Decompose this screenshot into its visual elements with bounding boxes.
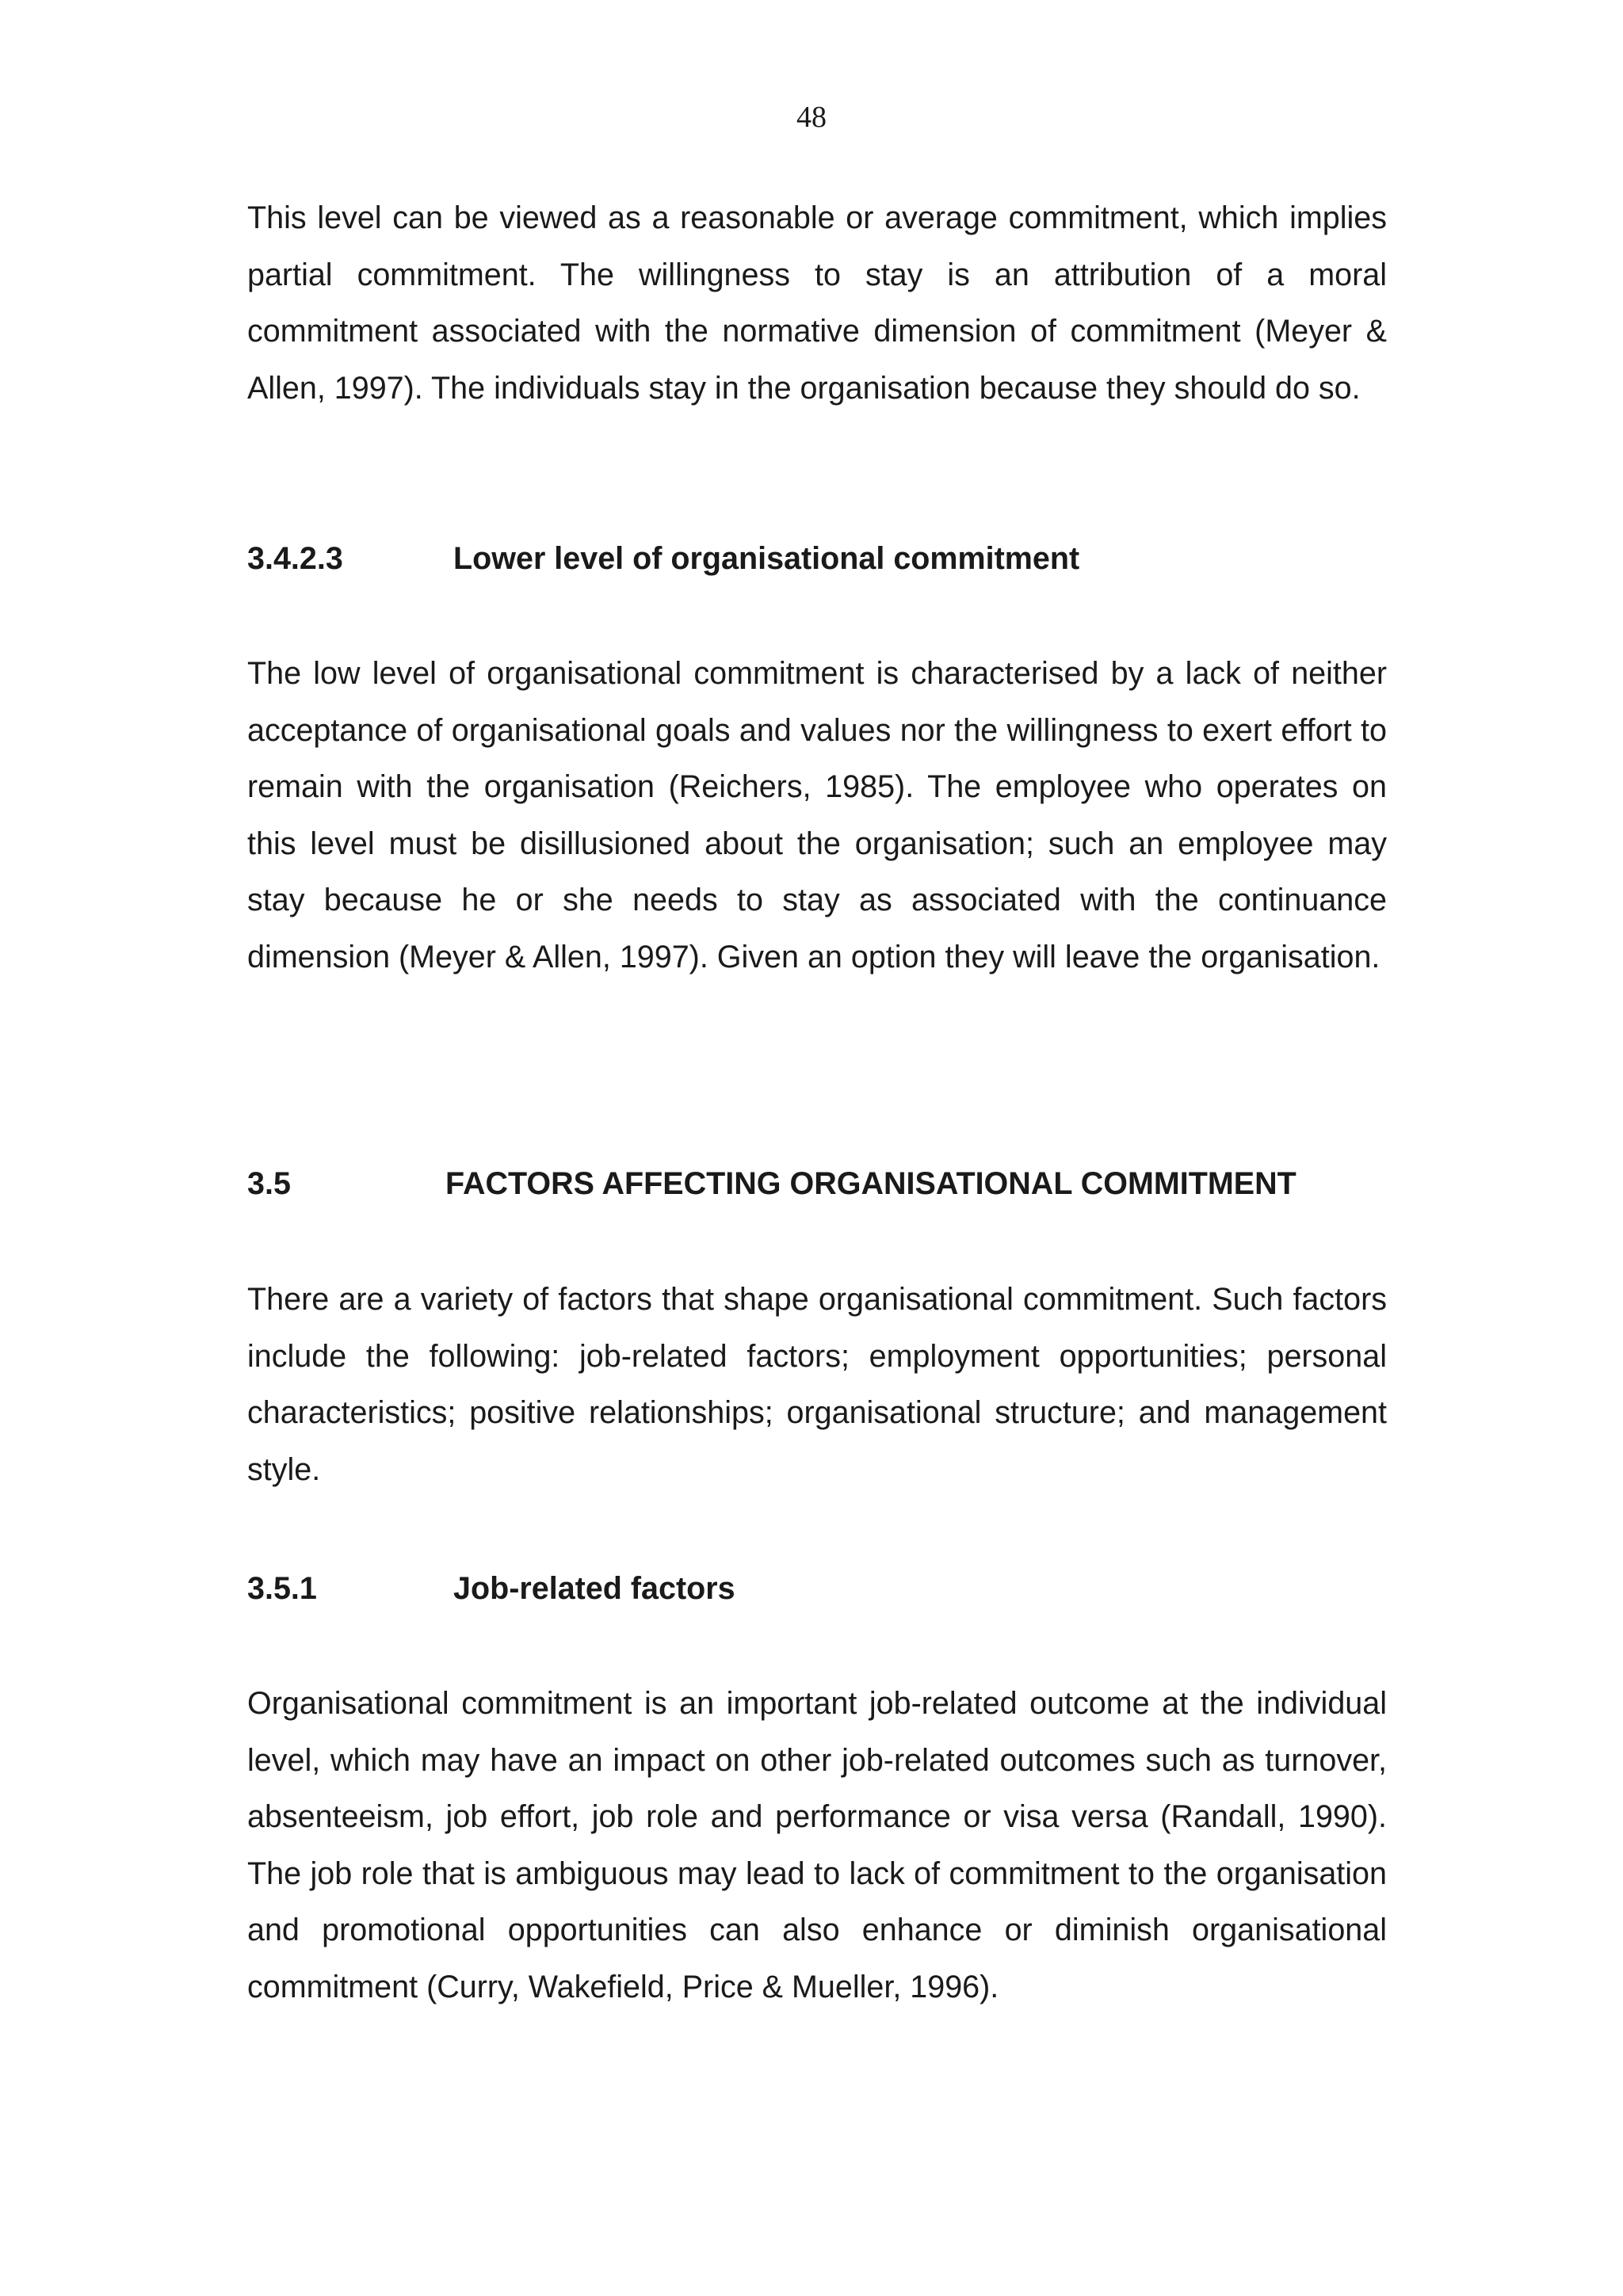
section-number: 3.5 — [247, 1166, 291, 1201]
paragraph-normative-commitment: This level can be viewed as a reasonable or average commitment, which implies partial commitment. The willingness to stay is an attribution of a moral commitment associated with the normative dimension of commitment (Meyer & Allen, 1997). The individuals stay in the organisation because they should do so. — [247, 200, 1387, 406]
section-title: FACTORS AFFECTING ORGANISATIONAL COMMITMENT — [445, 1166, 1296, 1201]
paragraph-low-commitment: The low level of organisational commitment is characterised by a lack of neither acceptance of organisational goals and values nor the willingness to exert effort to remain with the organisation (Reichers, 1985). The employee who operates on this level must be disillusioned about the organisation; such an employee may stay because he or she needs to stay as associated with the continuance dimension (Meyer & Allen, 1997). Given an option they will leave the organisation. — [247, 656, 1387, 974]
page-number: 48 — [796, 101, 827, 134]
section-title: Lower level of organisational commitment — [453, 541, 1080, 576]
section-number: 3.5.1 — [247, 1571, 317, 1606]
section-number: 3.4.2.3 — [247, 541, 343, 576]
section-title: Job-related factors — [453, 1571, 735, 1606]
paragraph-factors-overview: There are a variety of factors that shape organisational commitment. Such factors include the following: job-related factors; employment opportunities; personal characteristics; positive relationships; organisational structure; and management style. — [247, 1282, 1387, 1487]
paragraph-job-related-factors: Organisational commitment is an important job-related outcome at the individual level, which may have an impact on other job-related outcomes such as turnover, absenteeism, job effort, job role and performance or visa versa (Randall, 1990). The job role that is ambiguous may lead to lack of commitment to the organisation and promotional opportunities can also enhance or diminish organisational commitment (Curry, Wakefield, Price & Mueller, 1996). — [247, 1686, 1387, 2004]
